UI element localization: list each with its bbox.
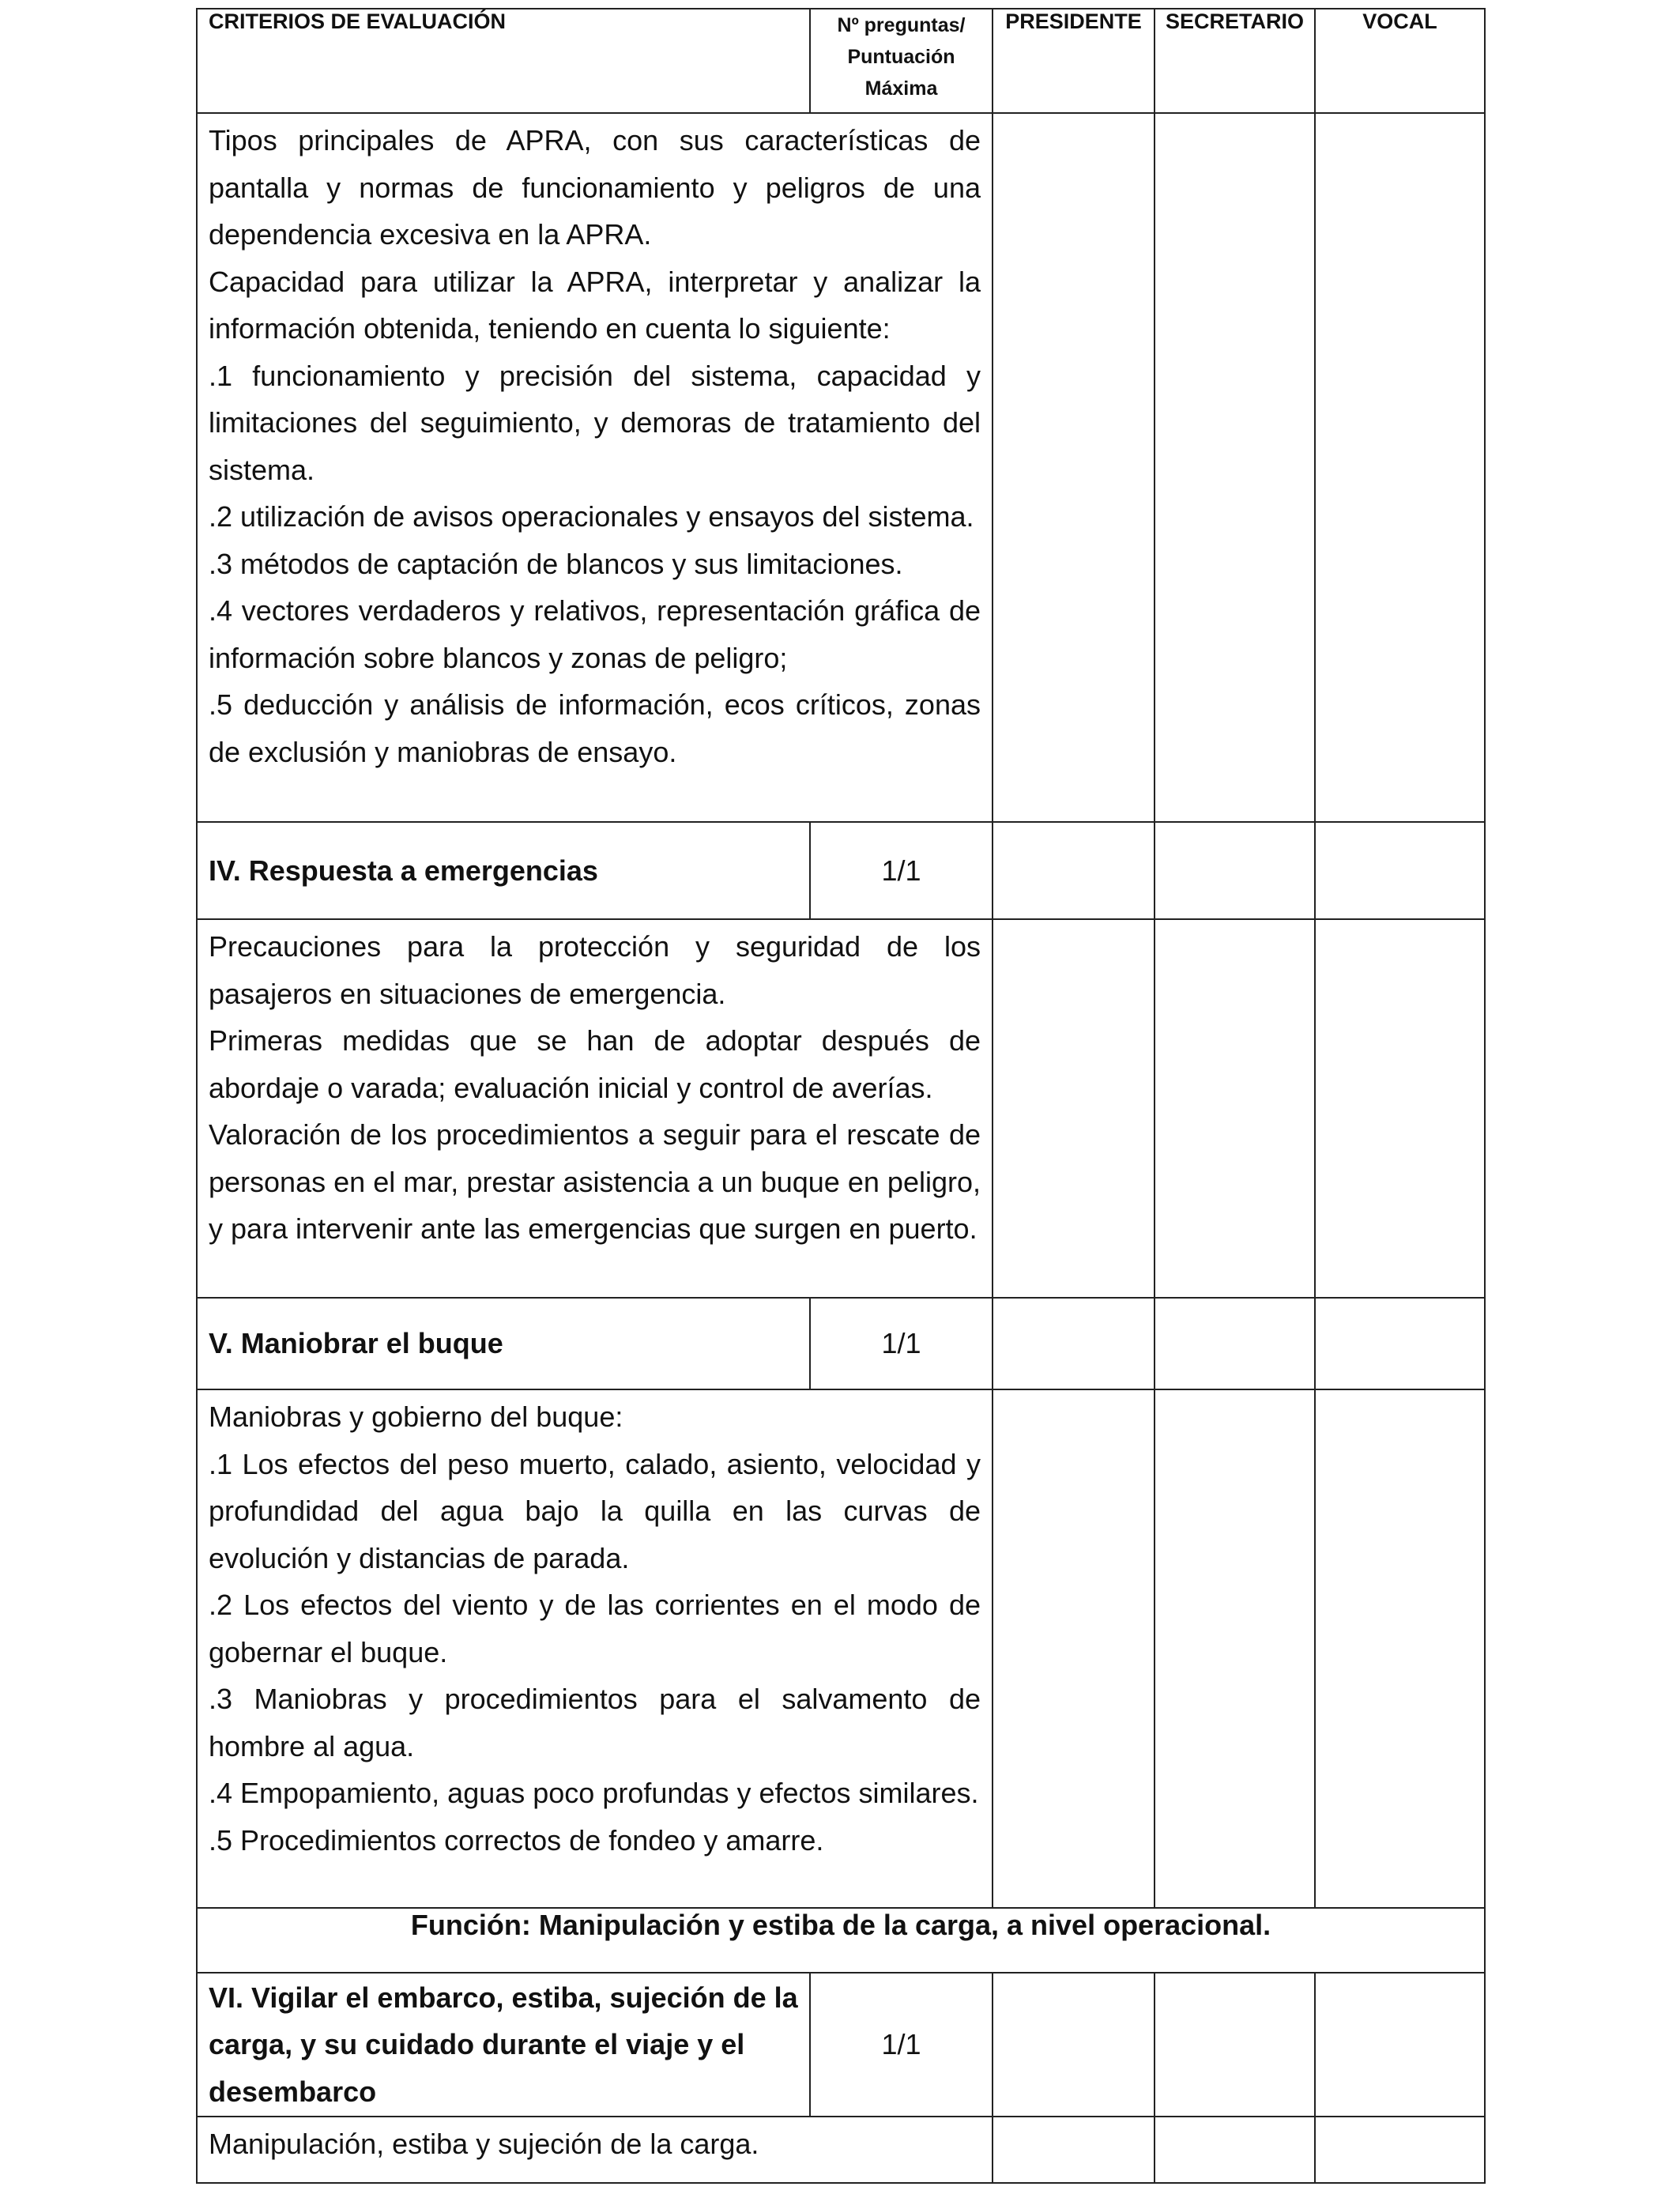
vocal-score-cell[interactable] (1315, 1389, 1485, 1908)
apra-criteria-row (197, 113, 1485, 822)
section-v-criteria-text (197, 1389, 993, 1908)
criteria-paragraph: .2 Los efectos del viento y de las corrientes en el modo de gobernar el buque. (209, 1589, 981, 1668)
secretary-score-cell[interactable] (1155, 2117, 1315, 2183)
president-score-cell[interactable] (993, 822, 1155, 919)
questions-header-line2: Puntuación (847, 46, 955, 68)
president-score-cell[interactable] (993, 1298, 1155, 1389)
criteria-paragraph: .1 funcionamiento y precisión del sistema, capacidad y limitaciones del seguimiento, y demoras de tratamiento del sistema. (209, 359, 981, 486)
criteria-paragraph: .3 Maniobras y procedimientos para el salvamento de hombre al agua. (209, 1683, 981, 1762)
president-score-cell[interactable] (993, 1973, 1155, 2117)
criteria-paragraph: Manipulación, estiba y sujeción de la carga. (209, 2128, 759, 2160)
vocal-score-cell[interactable] (1315, 113, 1485, 822)
section-v-title: V. Maniobrar el buque (197, 1298, 810, 1389)
criteria-paragraph: Precauciones para la protección y seguridad de los pasajeros en situaciones de emergencia. (209, 930, 981, 1010)
header-row (197, 9, 1485, 113)
function-row (197, 1908, 1485, 1973)
function-title: Función: Manipulación y estiba de la carga, a nivel operacional. (197, 1908, 1485, 1973)
president-score-cell[interactable] (993, 919, 1155, 1298)
questions-header (810, 9, 993, 113)
criteria-paragraph: .5 Procedimientos correctos de fondeo y amarre. (209, 1823, 824, 1857)
secretary-score-cell[interactable] (1155, 113, 1315, 822)
section-vi-row (197, 1973, 1485, 2117)
questions-header-line1: Nº preguntas/ (837, 14, 966, 36)
vocal-score-cell[interactable] (1315, 2117, 1485, 2183)
criteria-paragraph: .4 Empopamiento, aguas poco profundas y efectos similares. (209, 1777, 979, 1809)
section-vi-criteria-text (197, 2117, 993, 2183)
secretary-score-cell[interactable] (1155, 1298, 1315, 1389)
vocal-score-cell[interactable] (1315, 1973, 1485, 2117)
apra-criteria-text (197, 113, 993, 822)
questions-header-line3: Máxima (864, 77, 938, 100)
section-v-row (197, 1298, 1485, 1389)
section-iv-title: IV. Respuesta a emergencias (197, 822, 810, 919)
secretary-score-cell[interactable] (1155, 1389, 1315, 1908)
president-header: PRESIDENTE (993, 9, 1155, 113)
criteria-paragraph: .3 métodos de captación de blancos y sus limitaciones. (209, 547, 903, 580)
section-iv-score: 1/1 (810, 822, 993, 919)
secretary-score-cell[interactable] (1155, 822, 1315, 919)
secretary-score-cell[interactable] (1155, 1973, 1315, 2117)
criteria-paragraph: Tipos principales de APRA, con sus características de pantalla y normas de funcionamiento y peligros de una dependencia excesiva en la APRA. (209, 124, 981, 251)
section-v-criteria-row (197, 1389, 1485, 1908)
evaluation-table (196, 8, 1486, 2184)
secretary-score-cell[interactable] (1155, 919, 1315, 1298)
vocal-score-cell[interactable] (1315, 919, 1485, 1298)
secretary-header: SECRETARIO (1155, 9, 1315, 113)
criteria-header: CRITERIOS DE EVALUACIÓN (197, 9, 810, 113)
section-vi-title: VI. Vigilar el embarco, estiba, sujeción de la carga, y su cuidado durante el viaje y el desembarco (197, 1973, 810, 2117)
criteria-paragraph: .5 deducción y análisis de información, ecos críticos, zonas de exclusión y maniobras de ensayo. (209, 688, 981, 768)
vocal-score-cell[interactable] (1315, 1298, 1485, 1389)
section-v-score: 1/1 (810, 1298, 993, 1389)
vocal-header: VOCAL (1315, 9, 1485, 113)
criteria-paragraph: Valoración de los procedimientos a seguir para el rescate de personas en el mar, prestar asistencia a un buque en peligro, y para intervenir ante las emergencias que surgen en puerto. (209, 1118, 981, 1245)
section-vi-score: 1/1 (810, 1973, 993, 2117)
section-vi-criteria-row (197, 2117, 1485, 2183)
president-score-cell[interactable] (993, 2117, 1155, 2183)
section-iv-row (197, 822, 1485, 919)
section-iv-criteria-text (197, 919, 993, 1298)
criteria-paragraph: .1 Los efectos del peso muerto, calado, asiento, velocidad y profundidad del agua bajo la quilla en las curvas de evolución y distancias de parada. (209, 1447, 981, 1574)
criteria-paragraph: .2 utilización de avisos operacionales y ensayos del sistema. (209, 500, 974, 533)
vocal-score-cell[interactable] (1315, 822, 1485, 919)
president-score-cell[interactable] (993, 1389, 1155, 1908)
criteria-paragraph: Maniobras y gobierno del buque: (209, 1400, 623, 1433)
criteria-paragraph: .4 vectores verdaderos y relativos, representación gráfica de información sobre blancos y zonas de peligro; (209, 594, 981, 674)
criteria-paragraph: Primeras medidas que se han de adoptar después de abordaje o varada; evaluación inicial y control de averías. (209, 1024, 981, 1104)
section-iv-criteria-row (197, 919, 1485, 1298)
criteria-paragraph: Capacidad para utilizar la APRA, interpretar y analizar la información obtenida, teniendo en cuenta lo siguiente: (209, 265, 981, 345)
president-score-cell[interactable] (993, 113, 1155, 822)
